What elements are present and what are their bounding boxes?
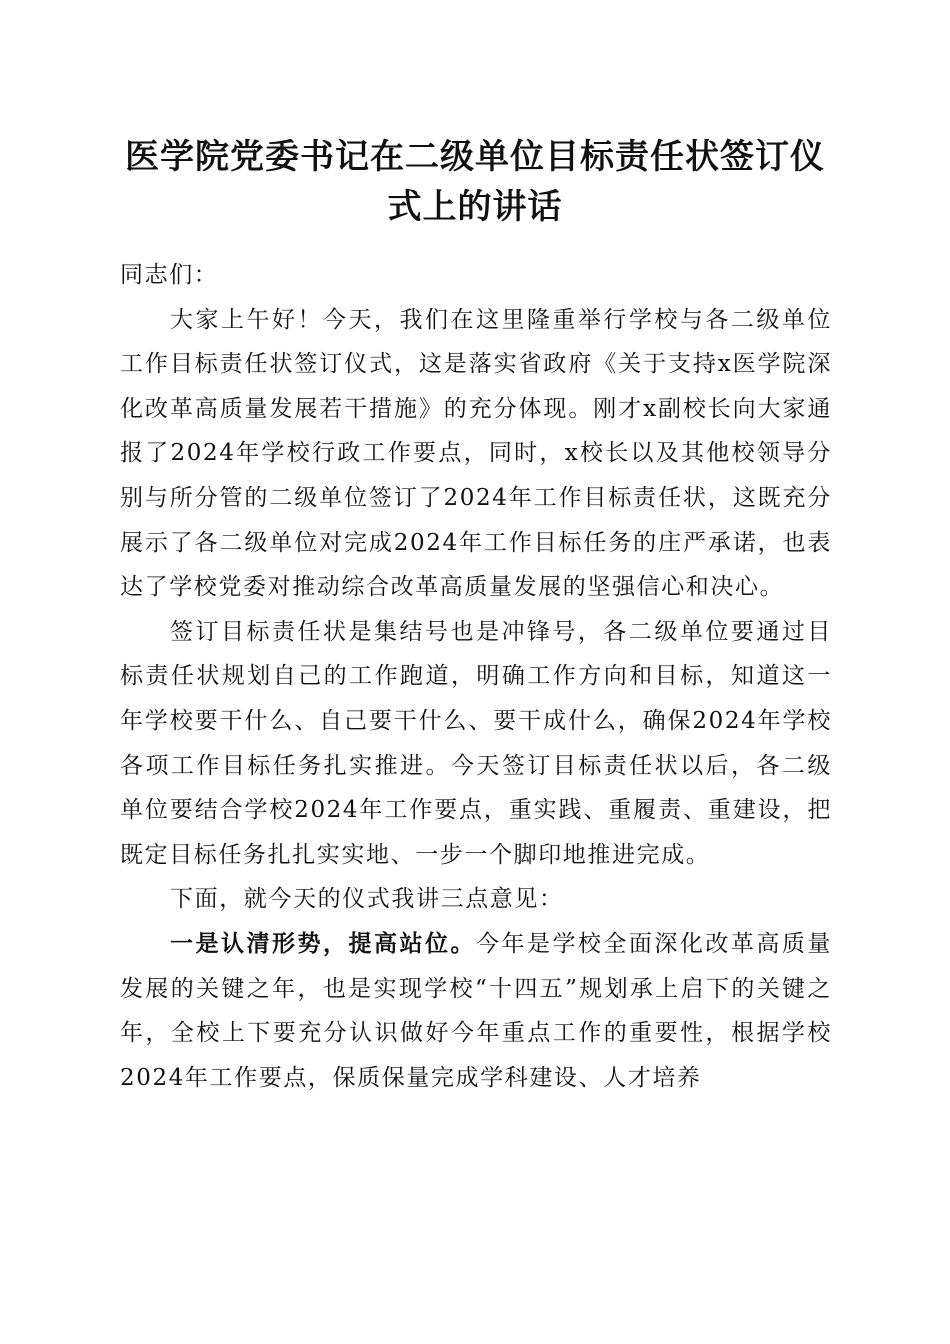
paragraph-transition: 下面，就今天的仪式我讲三点意见： (170, 886, 564, 913)
document-body (120, 253, 832, 1100)
point-one-text: 今年是学校全面深化改革高质量发展的关键之年，也是实现学校“十四五”规划承上启下的关键之年，全校上下要充分认识做好今年重点工作的重要性，根据学校2024年工作要点，保质保量完成学科建设、人才培养 (120, 930, 832, 1091)
paragraph-point-one (120, 922, 832, 1100)
salutation: 同志们： (120, 262, 219, 288)
paragraph-opening: 大家上午好！今天，我们在这里隆重举行学校与各二级单位工作目标责任状签订仪式，这是落实省政府《关于支持x医学院深化改革高质量发展若干措施》的充分体现。刚才x副校长向大家通报了2024年学校行政工作要点，同时，x校长以及其他校领导分别与所分管的二级单位签订了2024年工作目标责任状，这既充分展示了各二级单位对完成2024年工作目标任务的庄严承诺，也表达了学校党委对推动综合改革高质量发展的坚强信心和决心。 (120, 306, 832, 601)
point-one-lead: 一是认清形势，提高站位。 (170, 929, 476, 957)
document-title: 医学院党委书记在二级单位目标责任状签订仪式上的讲话 (125, 137, 825, 227)
paragraph-responsibility: 签订目标责任状是集结号也是冲锋号，各二级单位要通过目标责任状规划自己的工作跑道，明确工作方向和目标，知道这一年学校要干什么、自己要干什么、要干成什么，确保2024年学校各项工作目标任务扎实推进。今天签订目标责任状以后，各二级单位要结合学校2024年工作要点，重实践、重履责、重建设，把既定目标任务扎扎实实地、一步一个脚印地推进完成。 (120, 618, 832, 868)
